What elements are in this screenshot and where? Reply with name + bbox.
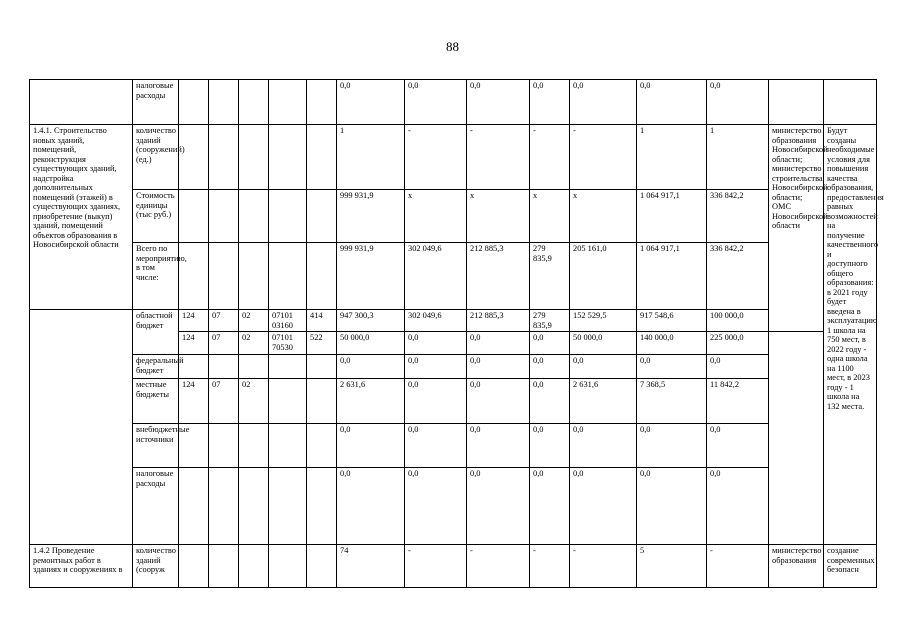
value-cell: 999 931,9 — [337, 243, 405, 310]
executor-cell: министерство образования Новосибирской области; министерство строительства Новосибирской области; ОМС Новосибирской области — [769, 125, 824, 332]
value-cell: 205 161,0 — [570, 243, 637, 310]
indicator-cell: количество зданий (сооружений) (ед.) — [133, 125, 179, 190]
table-row — [30, 190, 877, 243]
value-cell: 74 — [337, 545, 405, 588]
value-cell: 0,0 — [530, 424, 570, 468]
value-cell: x — [570, 190, 637, 243]
value-cell: - — [530, 545, 570, 588]
value-cell: x — [530, 190, 570, 243]
value-cell: 0,0 — [405, 424, 467, 468]
value-cell: 0,0 — [467, 379, 530, 424]
value-cell: 0,0 — [337, 468, 405, 545]
value-cell: 11 842,2 — [707, 379, 769, 424]
value-cell: 0,0 — [467, 424, 530, 468]
value-cell: 1 — [707, 125, 769, 190]
value-cell: 50 000,0 — [337, 332, 405, 355]
value-cell: 0,0 — [337, 424, 405, 468]
page-number: 88 — [446, 39, 459, 54]
value-cell: 1 — [337, 125, 405, 190]
value-cell: 212 885,3 — [467, 243, 530, 310]
value-cell: 0,0 — [637, 424, 707, 468]
value-cell: 917 548,6 — [637, 310, 707, 332]
value-cell: 0,0 — [405, 332, 467, 355]
value-cell: 0,0 — [570, 355, 637, 379]
value-cell: 279 835,9 — [530, 243, 570, 310]
csr-cell: 07101 03160 — [269, 310, 307, 332]
value-cell: 0,0 — [637, 468, 707, 545]
value-cell: 1 064 917,1 — [637, 190, 707, 243]
value-cell: 0,0 — [707, 355, 769, 379]
event-cell — [30, 80, 133, 125]
value-cell: 302 049,6 — [405, 310, 467, 332]
value-cell: - — [405, 125, 467, 190]
value-cell: x — [467, 190, 530, 243]
table-row — [30, 355, 877, 379]
value-cell: 0,0 — [637, 80, 707, 125]
value-cell: 1 064 917,1 — [637, 243, 707, 310]
value-cell: 0,0 — [707, 80, 769, 125]
value-cell: 279 835,9 — [530, 310, 570, 332]
value-cell: 0,0 — [570, 468, 637, 545]
value-cell: 2 631,6 — [337, 379, 405, 424]
value-cell: 0,0 — [405, 355, 467, 379]
indicator-cell: количество зданий (сооруж — [133, 545, 179, 588]
table-row — [30, 80, 877, 125]
value-cell: 0,0 — [570, 424, 637, 468]
value-cell: 0,0 — [570, 80, 637, 125]
value-cell: - — [570, 545, 637, 588]
value-cell: 0,0 — [530, 332, 570, 355]
rz-cell: 07 — [209, 310, 239, 332]
executor-cell — [769, 332, 824, 545]
value-cell: 0,0 — [530, 379, 570, 424]
rz-cell: 07 — [209, 332, 239, 355]
value-cell: - — [707, 545, 769, 588]
value-cell: 0,0 — [707, 468, 769, 545]
value-cell: 0,0 — [405, 379, 467, 424]
value-cell: 1 — [637, 125, 707, 190]
value-cell: 0,0 — [405, 468, 467, 545]
table-row — [30, 379, 877, 424]
indicator-cell: местные бюджеты — [133, 379, 179, 424]
pr-cell: 02 — [239, 332, 269, 355]
pr-cell: 02 — [239, 379, 269, 424]
value-cell: 0,0 — [405, 80, 467, 125]
value-cell: - — [467, 545, 530, 588]
table-row — [30, 125, 877, 190]
event-cell: 1.4.2 Проведение ремонтных работ в зданиях и сооружениях в — [30, 545, 133, 588]
indicator-cell: внебюджетные источники — [133, 424, 179, 468]
pr-cell: 02 — [239, 310, 269, 332]
value-cell: 140 000,0 — [637, 332, 707, 355]
value-cell: x — [405, 190, 467, 243]
csr-cell: 07101 70530 — [269, 332, 307, 355]
value-cell: 225 000,0 — [707, 332, 769, 355]
value-cell: 0,0 — [467, 80, 530, 125]
value-cell: 7 368,5 — [637, 379, 707, 424]
value-cell: - — [530, 125, 570, 190]
value-cell: 152 529,5 — [570, 310, 637, 332]
table-row — [30, 545, 877, 588]
value-cell: 0,0 — [467, 332, 530, 355]
rz-cell: 07 — [209, 379, 239, 424]
value-cell: 0,0 — [637, 355, 707, 379]
result-cell: Будут созданы необходимые условия для повышения качества образования, предоставления равных возможностей на получение качественного и доступного общего образования: в 2021 году будет введена в эксплуатацию 1 школа на 750 мест, в 2022 году - одна школа на 1100 мест, в 2023 году - 1 школа на 132 места. — [824, 125, 877, 545]
value-cell: 999 931,9 — [337, 190, 405, 243]
grbs-cell: 124 — [179, 310, 209, 332]
value-cell: 0,0 — [707, 424, 769, 468]
table-row — [30, 424, 877, 468]
table-row — [30, 243, 877, 310]
result-cell: создание современных безопасн — [824, 545, 877, 588]
program-activities-table — [29, 79, 884, 588]
indicator-cell: федеральный бюджет — [133, 355, 179, 379]
vr-cell: 522 — [307, 332, 337, 355]
table-row — [30, 310, 877, 332]
value-cell: 0,0 — [467, 355, 530, 379]
value-cell: 100 000,0 — [707, 310, 769, 332]
value-cell: - — [467, 125, 530, 190]
value-cell: 0,0 — [530, 468, 570, 545]
grbs-cell: 124 — [179, 379, 209, 424]
value-cell: 5 — [637, 545, 707, 588]
indicator-cell: Всего по мероприятию, в том числе: — [133, 243, 179, 310]
indicator-cell: областной бюджет — [133, 310, 179, 355]
indicator-cell: налоговые расходы — [133, 80, 179, 125]
vr-cell: 414 — [307, 310, 337, 332]
executor-cell: министерство образования — [769, 545, 824, 588]
value-cell: 2 631,6 — [570, 379, 637, 424]
value-cell: 50 000,0 — [570, 332, 637, 355]
value-cell: 336 842,2 — [707, 190, 769, 243]
value-cell: 0,0 — [530, 80, 570, 125]
value-cell: - — [570, 125, 637, 190]
table-row — [30, 468, 877, 545]
event-cell — [30, 310, 133, 545]
value-cell: 0,0 — [337, 355, 405, 379]
value-cell: 0,0 — [530, 355, 570, 379]
indicator-cell: налоговые расходы — [133, 468, 179, 545]
value-cell: 302 049,6 — [405, 243, 467, 310]
value-cell: 0,0 — [467, 468, 530, 545]
value-cell: 0,0 — [337, 80, 405, 125]
event-cell: 1.4.1. Строительство новых зданий, помещений, реконструкция существующих зданий, надстройка дополнительных помещений (этажей) в существующих зданиях, приобретение (выкуп) зданий, помещений объектов образования в Новосибирской области — [30, 125, 133, 310]
value-cell: 212 885,3 — [467, 310, 530, 332]
value-cell: 947 300,3 — [337, 310, 405, 332]
value-cell: 336 842,2 — [707, 243, 769, 310]
value-cell: - — [405, 545, 467, 588]
indicator-cell: Стоимость единицы (тыс руб.) — [133, 190, 179, 243]
grbs-cell: 124 — [179, 332, 209, 355]
